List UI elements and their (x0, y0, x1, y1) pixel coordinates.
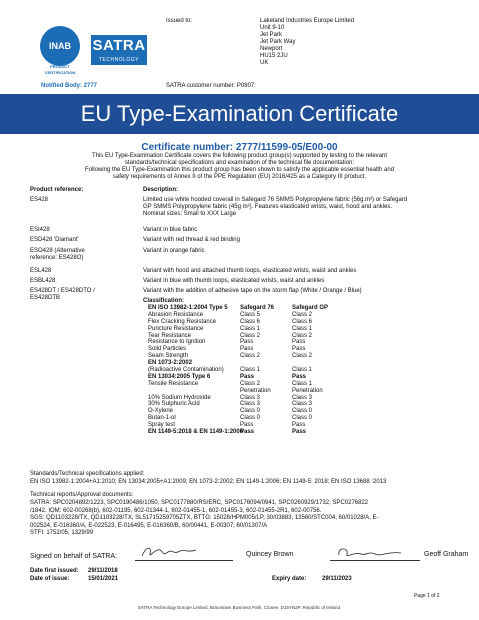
safegard-gp-value: Pass (292, 422, 306, 429)
safegard-gp-value: Class 1 (292, 367, 313, 374)
safegard-76-value: Pass (240, 422, 254, 429)
signatory-name: Geoff Graham (424, 551, 469, 558)
address-line: UK (260, 60, 269, 66)
safegard-76-value: Class 0 (240, 415, 261, 422)
report-line: SATRA: SPC0204892/1223, SPC0190486/1050, SPC0177880/RS/ERC, SPC0176094/0941, SPC0260929/1732, SPC0276822 (30, 500, 369, 506)
classification-property: O-Xylene (148, 408, 174, 415)
product-desc-line: Variant in blue with thumb loops, elasticated wrists, waist and ankles (143, 278, 325, 284)
inab-logo-sub: PRODUCT CERTIFICATION (44, 64, 76, 75)
safegard-gp-value: Class 2 (292, 311, 313, 318)
product-ref-line: reference: ES428O) (30, 255, 84, 261)
classification-property: EN ISO 13982-1:2004 Type 5 (148, 305, 228, 311)
address-line: Unit 9-10 (260, 25, 285, 31)
safegard-76-value: Class 0 (240, 408, 261, 415)
product-desc (143, 237, 458, 244)
report-line: /1842. IOM: 602-00268(b), 602-01195, 602-01344-1, 602-01455-1, 602-01455-3, 602-01455-2R1, 602-00756. (30, 507, 322, 514)
signature-line (135, 560, 233, 561)
product-desc-line: Variant with hood and attached thumb loops, elasticated wrists, waist and ankles (143, 268, 357, 274)
intro-line: This EU Type-Examination Certificate covers the following product group(s) supported by testing to the relevant (91, 153, 388, 159)
classification-property: 30% Sulphuric Acid (148, 401, 200, 408)
safegard-76-value: Class 3 (240, 401, 261, 408)
report-line: SGS: QD1103228/TX, QD1103228/TX, SL51715259705ZTX, BTTG: 15028/HPM005/LP, 30/03883, 13560/STC004, 60/01028/A, E- (30, 515, 379, 521)
classification-property: (Radioactive Contamination) (148, 367, 224, 374)
product-desc-line: Limited use white hooded coverall in Safegard 76 SMMS Polypropylene fabric (56g.m²) or Safegard (143, 197, 408, 203)
classification-property: Solid Particles (148, 346, 187, 353)
product-ref-line: ESI428 (30, 227, 50, 233)
product-ref (30, 197, 135, 204)
issued-to-label: Issued to: (166, 18, 193, 24)
safegard-gp-value: Pass (292, 339, 306, 346)
product-desc-line: Variant in blue fabric (143, 227, 198, 233)
product-ref (30, 278, 135, 285)
classification-property: 10% Sodium Hydroxide (148, 394, 211, 401)
classification-property: Puncture Resistance (148, 325, 204, 332)
intro-line: safety requirements of Annex II of the PPE Regulation (EU) 2016/425 as a Category III product. (112, 174, 367, 180)
safegard-76-value: Class 1 (240, 325, 261, 332)
signature-line (330, 560, 420, 561)
classification-property: Seam Strength (148, 353, 189, 360)
safegard-gp-value: Safegard GP (292, 305, 329, 311)
inab-logo-text: INAB (49, 41, 71, 51)
safegard-76-value: Class 3 (240, 394, 261, 401)
safegard-76-value: Class 5 (240, 311, 261, 318)
safegard-76-value: Class 2 (240, 380, 261, 387)
classification-property: Resistance to Ignition (148, 339, 206, 346)
safegard-gp-value: Class 2 (292, 353, 313, 360)
safegard-76-value: Class 2 (240, 353, 261, 360)
signature-quincey-brown (140, 544, 200, 560)
product-ref-line: ESBL428 (30, 278, 56, 284)
safegard-gp-value: Class 1 (292, 380, 313, 387)
product-desc (143, 268, 458, 275)
product-ref (30, 248, 135, 262)
product-desc-line: Nominal sizes: Small to XXX Large (143, 211, 237, 217)
address-line: Newport (260, 46, 283, 52)
classification-property: EN 13034:2005 Type 6 (148, 373, 211, 380)
product-desc-line: Variant with the addition of adhesive tape on the storm flap (White / Orange / Blue) (143, 288, 362, 294)
safegard-76-value: Class 6 (240, 318, 261, 325)
safegard-gp-value: Class 6 (292, 318, 313, 325)
classification-property: EN 1073-2:2002 (148, 360, 193, 367)
notified-body: Notified Body: 2777 (41, 83, 98, 89)
product-desc (143, 197, 458, 218)
safegard-76-value: Class 2 (240, 332, 261, 339)
product-ref (30, 288, 135, 302)
classification-property: Flex Cracking Resistance (148, 318, 217, 325)
address-line: Jet Park Way (260, 39, 296, 45)
expiry-date: 29/11/2023 (322, 576, 352, 582)
reports-title: Technical reports/Approval documents: (30, 492, 134, 498)
satra-logo-name: SATRA (92, 37, 146, 54)
signed-label: Signed on behalf of SATRA: (30, 553, 118, 560)
product-ref-line: ES428 (30, 197, 49, 203)
product-ref-line: ESL428 (30, 268, 52, 274)
safegard-76-value: Pass (240, 346, 254, 353)
standards-list: EN ISO 13982-1:2004+A1:2010; EN 13034:2005+A1:2009; EN 1073-2:2002; EN 1149-1:2006; EN 1149-5: 2018; EN ISO 13688 :2013 (30, 479, 387, 485)
date-first-issued-label: Date first issued: (30, 568, 79, 574)
safegard-76-value: Pass (240, 373, 255, 380)
product-desc-line: Variant in orange fabric (143, 248, 205, 254)
product-ref-line: ESD428 'Diamant' (30, 237, 79, 243)
certificate-number: Certificate number: 2777/11599-05/E00-00 (141, 142, 338, 153)
footer-address: SATRA Technology Europe Limited, Bracetown Business Park, Clonee. D15YN2P. Republic of Ireland. (137, 605, 342, 610)
intro-line: standards/technical specifications and examination of the technical file documentation: (124, 160, 355, 166)
safegard-gp-value: Class 0 (292, 408, 313, 415)
certificate-title: EU Type-Examination Certificate (0, 94, 479, 134)
product-desc-line: GP SMMS Polypropylene fabric (45g m²). Features elasticated wrists, waist, hood and ankles. (143, 204, 392, 210)
safegard-76-value: Pass (240, 339, 254, 346)
date-of-issue-label: Date of issue: (30, 576, 70, 582)
issued-to-address (260, 18, 354, 67)
address-line: HU15 2JU (260, 53, 288, 59)
classification-property: EN 1149-5:2018 & EN 1149-1:2006 (148, 429, 244, 436)
product-desc-line: Variant with red thread & red binding (143, 237, 240, 243)
satra-logo (91, 35, 147, 65)
classification-property: Abrasion Resistance (148, 311, 204, 318)
satra-logo-sub: TECHNOLOGY (98, 57, 139, 63)
signatory-name: Quincey Brown (246, 551, 294, 558)
report-line: STFI: 1752/05, 1329/99 (30, 530, 94, 536)
product-ref-line: ES428DT / ES428DTO / (30, 288, 95, 294)
safegard-76-value: Safegard 76 (240, 305, 275, 311)
safegard-gp-value: Class 0 (292, 415, 313, 422)
safegard-76-value: Penetration (240, 387, 271, 394)
page-number: Page 1 of 2 (414, 593, 440, 599)
safegard-gp-value: Pass (292, 373, 307, 380)
safegard-gp-value: Pass (292, 429, 307, 436)
product-ref-line: ESO428 (Alternative (30, 248, 85, 254)
product-ref (30, 227, 135, 234)
classification-property: Tensile Resistance (148, 380, 199, 387)
description-header: Description: (143, 187, 179, 193)
product-desc (143, 227, 458, 234)
classification-title: Classification: (143, 298, 185, 304)
product-reference-header: Product reference: (30, 187, 84, 193)
safegard-gp-value: Pass (292, 346, 306, 353)
report-line: 002524, E-016360/A, E-022523, E-016495, E-016360/B, 60/00441, E-00307, 60/01307/A (30, 522, 268, 529)
inab-logo (40, 26, 80, 75)
product-desc (143, 288, 458, 295)
safegard-gp-value: Class 2 (292, 332, 313, 339)
intro-line: Following the EU Type-Examination this product group has been shown to satisfy the applicable essential health and (84, 167, 395, 173)
intro-text (30, 153, 449, 181)
product-desc (143, 278, 458, 285)
safegard-gp-value: Class 1 (292, 325, 313, 332)
safegard-gp-value: Penetration (292, 387, 323, 394)
product-ref (30, 268, 135, 275)
address-line: Jet Park (260, 32, 283, 38)
safegard-gp-value: Class 3 (292, 401, 313, 408)
customer-number: SATRA customer number: P0807 (166, 83, 255, 89)
product-ref-line: ES428DTB (30, 295, 61, 301)
product-ref (30, 237, 135, 244)
product-desc (143, 248, 458, 255)
expiry-date-label: Expiry date: (272, 576, 307, 582)
classification-property: Spray test (148, 422, 176, 429)
classification-property: Butan-1-ol (148, 415, 176, 422)
signature-geoff-graham (335, 545, 405, 561)
address-line: Lakeland Industries Europe Limited (260, 18, 355, 24)
safegard-76-value: Pass (240, 429, 255, 436)
standards-title: Standards/Technical specifications applied: (30, 471, 145, 477)
safegard-76-value: Class 1 (240, 367, 261, 374)
safegard-gp-value: Class 3 (292, 394, 313, 401)
classification-property: Tear Resistance (148, 332, 192, 339)
reports-list (30, 500, 460, 538)
date-of-issue: 15/01/2021 (88, 576, 119, 582)
date-first-issued: 29/11/2018 (88, 568, 118, 574)
